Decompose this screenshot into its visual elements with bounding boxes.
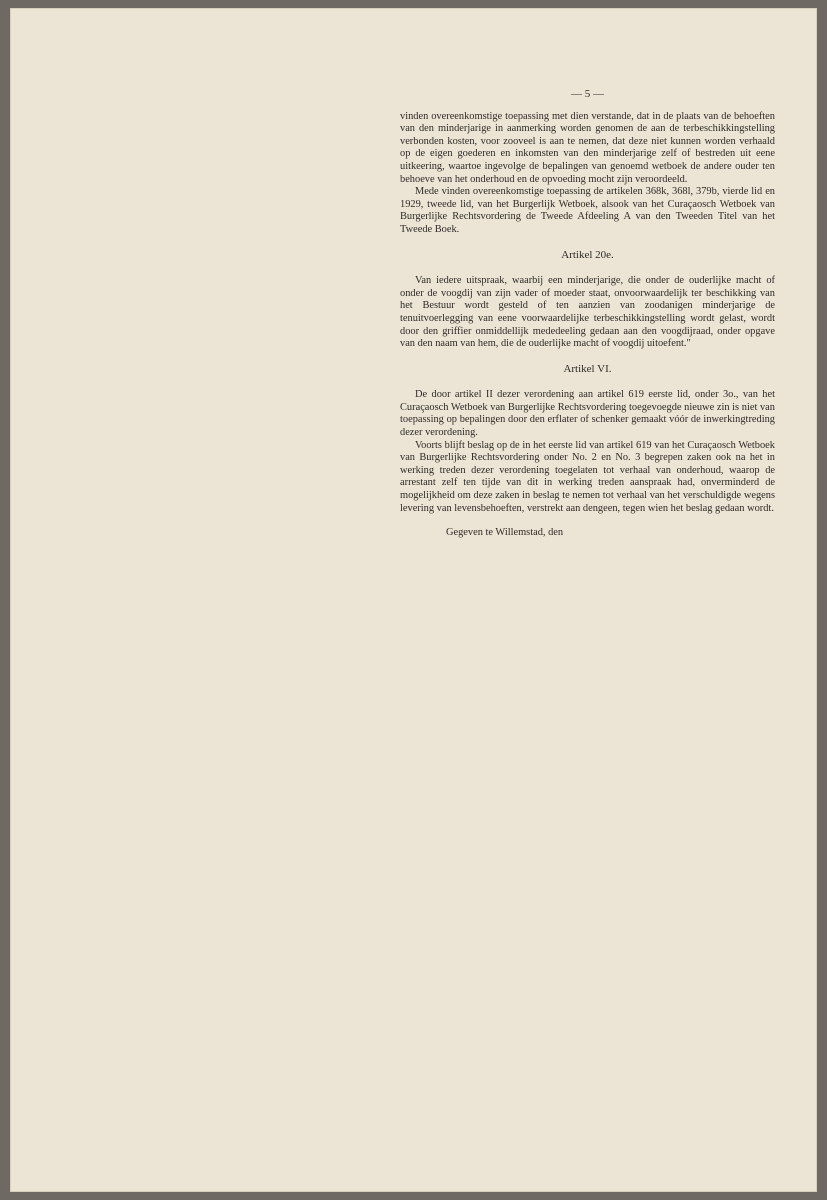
heading-artikel-vi: Artikel VI. [563,362,612,375]
heading-artikel-20e: Artikel 20e. [561,248,614,261]
text-column [400,88,775,540]
closing-line: Gegeven te Willemstad, den [446,527,564,539]
paragraph-mede-vinden: Mede vinden overeenkomstige toepassing de artikelen 368k, 368l, 379b, vierde lid en 1929, tweede lid, van het Burgerlijk Wetboek, alsook van het Curaçaosch Wetboek van Burgerlijke Rechtsvordering de Tweede Afdeeling A van den Tweeden Titel van het Tweede Boek. [400,186,775,235]
page-number: — 5 — [571,88,604,100]
paragraph-artikel-vi-2: Voorts blijft beslag op de in het eerste lid van artikel 619 van het Curaçaosch Wetboek van Burgerlijke Rechtsvordering onder No. 2 en No. 3 begrepen zaken ook na het in werking treden dezer verordening toegelaten tot verhaal van onderhoud, waarop de arrestant zelf ten tijde van dit in werking treden aanspraak had, onverminderd de mogelijkheid om deze zaken in beslag te nemen tot verhaal van het verschuldigde wegens levering van levensbehoeften, verstrekt aan dengeen, tegen wien het beslag gedaan wordt. [400,439,775,514]
paragraph-continued: vinden overeenkomstige toepassing met dien verstande, dat in de plaats van de behoeften van den minderjarige in aanmerking worden genomen de aan de terbeschikkingstelling verbonden kosten, voor zooveel is aan te nemen, dat deze niet kunnen worden verhaald op de eigen goederen en inkomsten van den minderjarige zelf of bestreden uit eene uitkeering, waartoe ingevolge de bepalingen van genoemd wetboek de andere ouder ten behoeve van het onderhoud en de opvoeding mocht zijn veroordeeld. [400,110,775,185]
document-page [10,8,817,1192]
paragraph-artikel-20e: Van iedere uitspraak, waarbij een minderjarige, die onder de ouderlijke macht of onder de voogdij van zijn vader of moeder staat, onvoorwaardelijk ter beschikking van het Bestuur wordt gesteld of ten aanzien van zoodanigen minderjarige de tenuitvoerlegging van eene voorwaardelijke terbeschikkingstelling wordt gelast, wordt door den griffier onmiddellijk mededeeling gedaan aan den voogdijraad, onder opgave van den naam van hem, die de ouderlijke macht of voogdij uitoefent." [400,275,775,350]
paragraph-artikel-vi-1: De door artikel II dezer verordening aan artikel 619 eerste lid, onder 3o., van het Curaçaosch Wetboek van Burgerlijke Rechtsvordering toegevoegde nieuwe zin is niet van toepassing op bepalingen door den erflater of schenker gemaakt vóór de inwerkingtreding dezer verordening. [400,389,775,439]
